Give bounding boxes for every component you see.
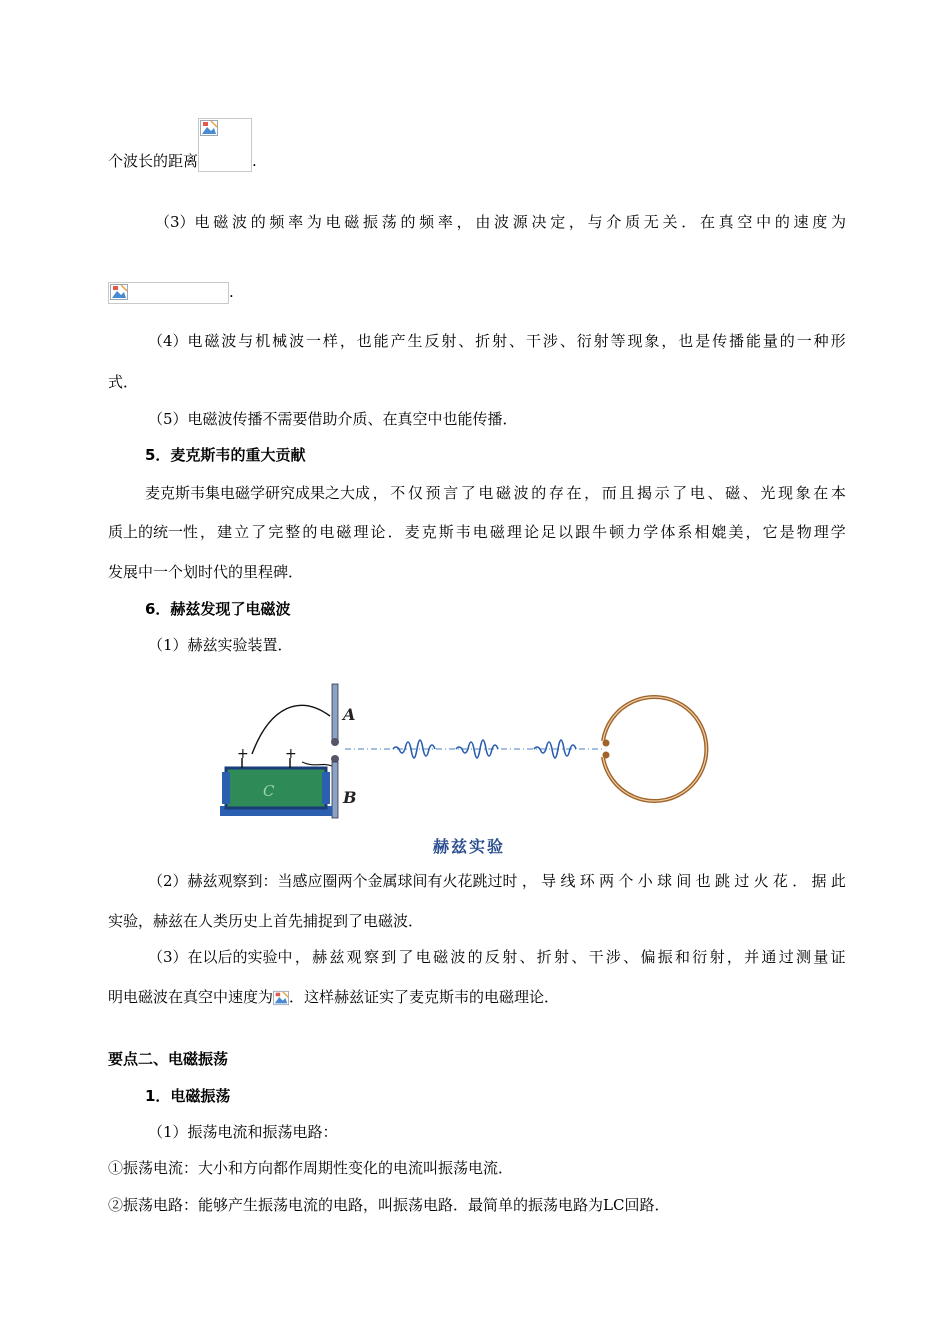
- broken-image-icon: [200, 120, 218, 136]
- text-segment: 、: [559, 332, 575, 350]
- text-segment: ，: [745, 523, 761, 541]
- text-segment: 、: [623, 948, 639, 966]
- text-segment: 中: [756, 213, 772, 231]
- text-segment: 了: [251, 523, 267, 541]
- text-segment: ，: [584, 484, 600, 502]
- text-segment: 量: [813, 948, 829, 966]
- text-segment: 间: [676, 872, 692, 890]
- text-segment: 完: [268, 523, 284, 541]
- text-segment: 的: [302, 523, 318, 541]
- text-segment: 生: [407, 332, 423, 350]
- text-segment: 示: [654, 484, 670, 502]
- text-segment: 衍: [576, 332, 592, 350]
- text-segment: 球: [657, 872, 673, 890]
- text-segment: ，: [726, 948, 742, 966]
- text-segment: 机: [255, 332, 271, 350]
- text-segment: 两: [599, 872, 615, 890]
- text-segment: 观: [346, 948, 362, 966]
- text-segment: 本: [830, 484, 846, 502]
- text-segment: 涉: [605, 948, 621, 966]
- text-segment: 美: [728, 523, 744, 541]
- text-segment: 干: [525, 332, 541, 350]
- text-segment: 电: [325, 213, 341, 231]
- text-segment: 等: [610, 332, 626, 350]
- text-segment: 与: [587, 213, 603, 231]
- label-c: C: [263, 782, 275, 800]
- text-segment: 言: [443, 484, 459, 502]
- text-segment: 关: [662, 213, 678, 231]
- text-segment: ．: [681, 213, 697, 231]
- text-segment: 揭: [637, 484, 653, 502]
- label-a: A: [343, 705, 356, 724]
- text-segment: 立: [234, 523, 250, 541]
- text-segment: 射: [554, 948, 570, 966]
- text-segment: 克: [421, 523, 437, 541]
- broken-image-icon: [273, 990, 289, 1006]
- text-segment: 波: [494, 213, 510, 231]
- paragraph-oscillation-circuit: ②振荡电路：能够产生振荡电流的电路，叫振荡电路．最简单的振荡电路为LC回路．: [108, 1196, 670, 1214]
- text-segment: 磁: [489, 523, 505, 541]
- text-segment: 射: [502, 948, 518, 966]
- sphere-a: [331, 738, 339, 746]
- text-segment: 度: [812, 213, 828, 231]
- text-segment: 且: [619, 484, 635, 502]
- text-segment: 传: [712, 332, 728, 350]
- text-segment: 和: [675, 948, 691, 966]
- text-segment: 此: [830, 872, 846, 890]
- text-segment: 定: [550, 213, 566, 231]
- text-segment: 象: [644, 332, 660, 350]
- text-segment: 频: [419, 213, 435, 231]
- paragraph-hertz-observed-1: [148, 870, 846, 892]
- text-segment: 通: [761, 948, 777, 966]
- text-segment: 折: [536, 948, 552, 966]
- text-segment: 率: [288, 213, 304, 231]
- paragraph-wavelength: 个波长的距离 .: [108, 150, 257, 172]
- text-segment: 真: [718, 213, 734, 231]
- text-segment: 仅: [407, 484, 423, 502]
- paragraph-no-medium: （5）电磁波传播不需要借助介质、在真空中也能传播．: [148, 410, 518, 428]
- text-segment: 磁: [213, 213, 229, 231]
- text-segment: 磁: [725, 484, 741, 502]
- text-segment: 的: [250, 213, 266, 231]
- text-segment: 为: [830, 213, 846, 231]
- paragraph-frequency: [155, 211, 846, 233]
- text-segment: 、: [707, 484, 723, 502]
- text-segment: 了: [398, 948, 414, 966]
- text-segment: 射: [593, 332, 609, 350]
- text-segment: 偏: [640, 948, 656, 966]
- text-segment: 波: [513, 484, 529, 502]
- text-segment: 磁: [336, 523, 352, 541]
- text-segment: 射: [492, 332, 508, 350]
- paragraph-oscillation-current-circuit: （1）振荡电流和振荡电路：: [148, 1123, 338, 1141]
- text-segment: 电: [415, 948, 431, 966]
- text-segment: 预: [425, 484, 441, 502]
- text-segment: 小: [637, 872, 653, 890]
- text-segment: 由: [475, 213, 491, 231]
- text-segment: 反: [424, 332, 440, 350]
- text-segment: 速: [793, 213, 809, 231]
- text-segment: 种: [813, 332, 829, 350]
- text-segment: 磁: [344, 213, 360, 231]
- text-segment: 波: [450, 948, 466, 966]
- text-segment: 物: [796, 523, 812, 541]
- text-segment: 、: [742, 484, 758, 502]
- paragraph-speed-value: .: [108, 281, 234, 304]
- hertz-experiment-diagram: [210, 676, 720, 826]
- text-wavelength-distance: 个波长的距离: [108, 152, 199, 170]
- text-segment: 射: [441, 332, 457, 350]
- text-segment: 理: [506, 523, 522, 541]
- figure-caption: 赫兹实验: [433, 837, 506, 856]
- text-segment: 干: [588, 948, 604, 966]
- text-segment: 系: [677, 523, 693, 541]
- formula-image-placeholder: [198, 118, 252, 172]
- text-segment: 斯: [438, 523, 454, 541]
- text-segment: 率: [437, 213, 453, 231]
- text-segment: 足: [540, 523, 556, 541]
- text-segment: 在: [813, 484, 829, 502]
- text-segment: 体: [660, 523, 676, 541]
- text-segment: 械: [272, 332, 288, 350]
- text-segment: 是: [779, 523, 795, 541]
- text-segment: 不: [390, 484, 406, 502]
- text-segment: 到: [381, 948, 397, 966]
- text-segment: 测: [795, 948, 811, 966]
- text-segment: 整: [285, 523, 301, 541]
- text-segment: 赫: [312, 948, 328, 966]
- text-segment: 学: [643, 523, 659, 541]
- text-segment: 环: [579, 872, 595, 890]
- text-segment: （3）在以后的实验中: [148, 948, 293, 966]
- text-segment: 线: [560, 872, 576, 890]
- paragraph-oscillation-current: ①振荡电流：大小和方向都作周期性变化的电流叫振荡电流．: [108, 1159, 514, 1177]
- text-segment: 、: [509, 332, 525, 350]
- text-segment: 波: [221, 332, 237, 350]
- text-segment: 也: [695, 872, 711, 890]
- text-segment: 无: [643, 213, 659, 231]
- text-segment: 象: [795, 484, 811, 502]
- text-segment: 一: [796, 332, 812, 350]
- paragraph-reflection-end: 式．: [108, 373, 139, 391]
- text-segment: 产: [390, 332, 406, 350]
- text-segment: 个: [618, 872, 634, 890]
- text-segment: ，: [521, 872, 537, 890]
- text-segment: 磁: [433, 948, 449, 966]
- text-segment: 过: [778, 948, 794, 966]
- text-segment: 波: [231, 213, 247, 231]
- text-segment: 频: [269, 213, 285, 231]
- text-segment: 、: [519, 948, 535, 966]
- text-segment: 在: [566, 484, 582, 502]
- text-segment: （2）赫兹观察到：当感应圈两个金属球间有火花跳过时: [148, 872, 518, 890]
- text-segment: 据: [811, 872, 827, 890]
- text-segment: 证: [830, 948, 846, 966]
- text-segment: 与: [238, 332, 254, 350]
- text-segment: 折: [475, 332, 491, 350]
- broken-image-icon: [110, 284, 128, 300]
- label-b: B: [343, 788, 357, 807]
- text-segment: 存: [548, 484, 564, 502]
- section-heading-em-oscillation: 要点二、电磁振荡: [108, 1050, 229, 1068]
- text-segment: 学: [830, 523, 846, 541]
- paragraph-hertz-later-1: [148, 946, 846, 968]
- text-segment: 相: [694, 523, 710, 541]
- text-segment: 一: [305, 332, 321, 350]
- text-segment: 光: [760, 484, 776, 502]
- text-segment: 的: [774, 213, 790, 231]
- text-segment: 能: [745, 332, 761, 350]
- text-segment: 形: [830, 332, 846, 350]
- text-segment: 空: [737, 213, 753, 231]
- text-segment: 顿: [609, 523, 625, 541]
- paragraph-hertz-apparatus: （1）赫兹实验装置．: [148, 636, 293, 654]
- text-segment: ，: [200, 523, 216, 541]
- text-segment: 也: [678, 332, 694, 350]
- text-segment: 量: [762, 332, 778, 350]
- text-segment: ，: [294, 948, 310, 966]
- text-segment: 样: [322, 332, 338, 350]
- heading-maxwell-contribution: 5．麦克斯韦的重大贡献: [145, 446, 306, 464]
- text-segment: 了: [460, 484, 476, 502]
- text-segment: 电: [319, 523, 335, 541]
- text-segment: ，: [456, 213, 472, 231]
- text-segment: 磁: [204, 332, 220, 350]
- text-segment: 而: [601, 484, 617, 502]
- text-segment: ，: [372, 484, 388, 502]
- text-segment: 能: [373, 332, 389, 350]
- text-segment: ．: [387, 523, 403, 541]
- text-segment: 的: [400, 213, 416, 231]
- paragraph-maxwell-2: [108, 521, 846, 543]
- loop-sphere-bottom: [603, 752, 610, 759]
- text-segment: 衍: [692, 948, 708, 966]
- text-segment: 过: [734, 872, 750, 890]
- paragraph-hertz-later-2: 明电磁波在真空中速度为 ．这样赫兹证实了麦克斯韦的电磁理论．: [108, 988, 560, 1006]
- text-segment: 兹: [329, 948, 345, 966]
- text-segment: 跟: [575, 523, 591, 541]
- text-segment: 现: [627, 332, 643, 350]
- text-segment: ，: [339, 332, 355, 350]
- text-segment: 涉: [542, 332, 558, 350]
- text-segment: 的: [779, 332, 795, 350]
- heading-hertz-discovery: 6．赫兹发现了电磁波: [145, 600, 291, 618]
- text-segment: 、: [571, 948, 587, 966]
- text-segment: 波: [289, 332, 305, 350]
- paragraph-reflection: [148, 330, 846, 352]
- text-segment: ．: [792, 872, 808, 890]
- text-segment: 论: [370, 523, 386, 541]
- text-segment: 源: [512, 213, 528, 231]
- loop-sphere-top: [603, 740, 610, 747]
- text-segment: 介: [606, 213, 622, 231]
- text-segment: 荡: [381, 213, 397, 231]
- text-segment: 麦: [404, 523, 420, 541]
- text-segment: 韦: [455, 523, 471, 541]
- text-segment: 质: [625, 213, 641, 231]
- text-segment: 建: [217, 523, 233, 541]
- text-segment: 火: [753, 872, 769, 890]
- text-segment: 媲: [711, 523, 727, 541]
- text-segment: ，: [568, 213, 584, 231]
- text-segment: 花: [772, 872, 788, 890]
- plus-left: +: [237, 746, 249, 762]
- text-segment: 以: [558, 523, 574, 541]
- text-segment: 它: [762, 523, 778, 541]
- text-segment: 麦克斯韦集电磁学研究成果之大成: [145, 484, 371, 502]
- text-segment: 导: [541, 872, 557, 890]
- text-segment: 牛: [592, 523, 608, 541]
- text-segment: 振: [363, 213, 379, 231]
- text-segment: 的: [531, 484, 547, 502]
- wire-to-b: [302, 762, 332, 766]
- text-segment: 射: [709, 948, 725, 966]
- text-segment: 在: [699, 213, 715, 231]
- text-segment: 反: [484, 948, 500, 966]
- speed-formula-placeholder: [108, 282, 229, 304]
- text-segment: 、: [458, 332, 474, 350]
- text-segment: 电: [478, 484, 494, 502]
- text-segment: 电: [472, 523, 488, 541]
- text-segment: 现: [778, 484, 794, 502]
- heading-em-oscillation: 1．电磁振荡: [145, 1087, 231, 1105]
- text-segment: 力: [626, 523, 642, 541]
- text-segment: 为: [306, 213, 322, 231]
- text-segment: 决: [531, 213, 547, 231]
- text-segment: （4）电: [148, 332, 203, 350]
- paragraph-maxwell-3: 发展中一个划时代的里程碑．: [108, 563, 304, 581]
- text-segment: 察: [363, 948, 379, 966]
- text-segment: 理: [813, 523, 829, 541]
- rod-a: [332, 684, 338, 740]
- text-segment: 并: [744, 948, 760, 966]
- text-segment: 播: [729, 332, 745, 350]
- text-segment: 跳: [714, 872, 730, 890]
- text-segment: ，: [661, 332, 677, 350]
- rod-b: [332, 762, 338, 818]
- plus-right: +: [285, 746, 297, 762]
- text-segment: 电: [689, 484, 705, 502]
- text-segment: 质上的统一性: [108, 523, 199, 541]
- paragraph-maxwell-1: [145, 482, 846, 504]
- text-segment: 振: [657, 948, 673, 966]
- text-segment: 是: [695, 332, 711, 350]
- paragraph-hertz-observed-2: 实验，赫兹在人类历史上首先捕捉到了电磁波．: [108, 912, 424, 930]
- text-segment: （3）电: [155, 213, 210, 231]
- text-segment: 也: [356, 332, 372, 350]
- text-segment: 了: [672, 484, 688, 502]
- text-segment: 论: [523, 523, 539, 541]
- capacitor-body: [226, 768, 326, 808]
- text-segment: 理: [353, 523, 369, 541]
- text-segment: 的: [467, 948, 483, 966]
- text-segment: 磁: [496, 484, 512, 502]
